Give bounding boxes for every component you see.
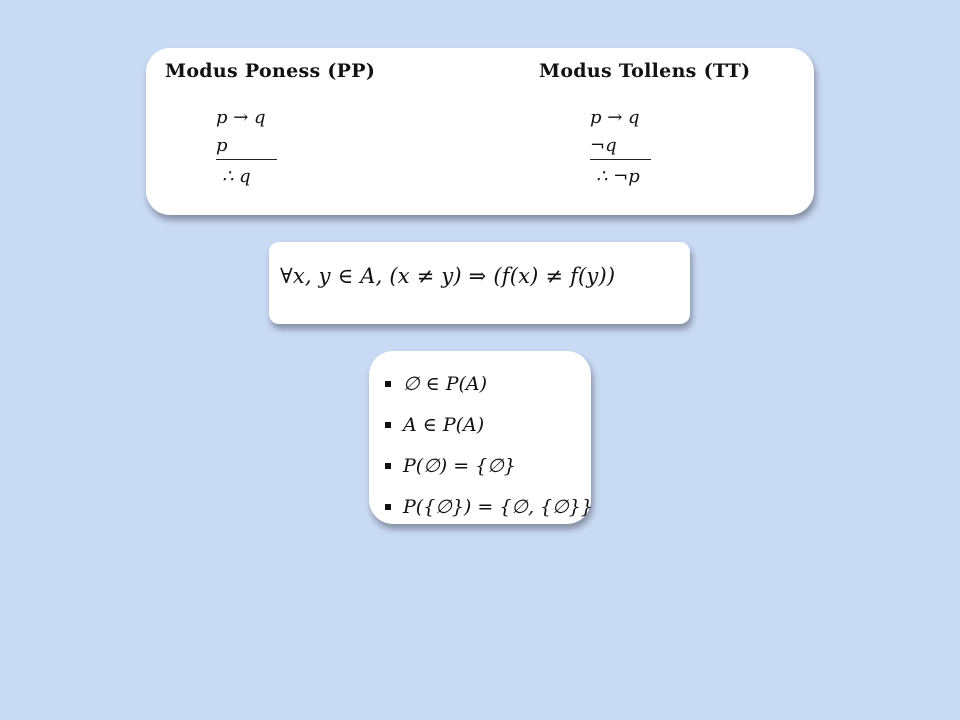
bullet-icon (385, 463, 391, 469)
modus-ponens-argument (216, 103, 306, 190)
modus-tollens-premise-1: p → q (590, 107, 640, 128)
inference-rules-card (146, 48, 814, 215)
power-set-card (369, 351, 591, 524)
list-item (385, 404, 593, 445)
list-item (385, 363, 593, 404)
modus-ponens-premise-2: p (216, 133, 277, 160)
bullet-icon (385, 504, 391, 510)
injectivity-formula: ∀x, y ∈ A, (x ≠ y) ⇒ (f(x) ≠ f(y)) (280, 264, 616, 288)
injectivity-card (269, 242, 690, 324)
modus-ponens-title: Modus Poness (PP) (165, 60, 376, 82)
modus-ponens-premise-1: p → q (216, 107, 266, 128)
modus-ponens-conclusion: ∴ q (222, 166, 251, 187)
power-set-fact: A ∈ P(A) (403, 413, 485, 436)
list-item (385, 445, 593, 486)
power-set-fact: P({∅}) = {∅, {∅}} (403, 495, 593, 518)
bullet-icon (385, 381, 391, 387)
modus-tollens-title: Modus Tollens (TT) (539, 60, 751, 82)
power-set-fact: ∅ ∈ P(A) (403, 372, 488, 395)
modus-tollens-argument (590, 103, 680, 190)
list-item (385, 486, 593, 527)
modus-tollens-conclusion: ∴ ¬p (596, 166, 640, 187)
power-set-list (385, 363, 593, 527)
bullet-icon (385, 422, 391, 428)
modus-tollens-premise-2: ¬q (590, 133, 651, 160)
power-set-fact: P(∅) = {∅} (403, 454, 516, 477)
